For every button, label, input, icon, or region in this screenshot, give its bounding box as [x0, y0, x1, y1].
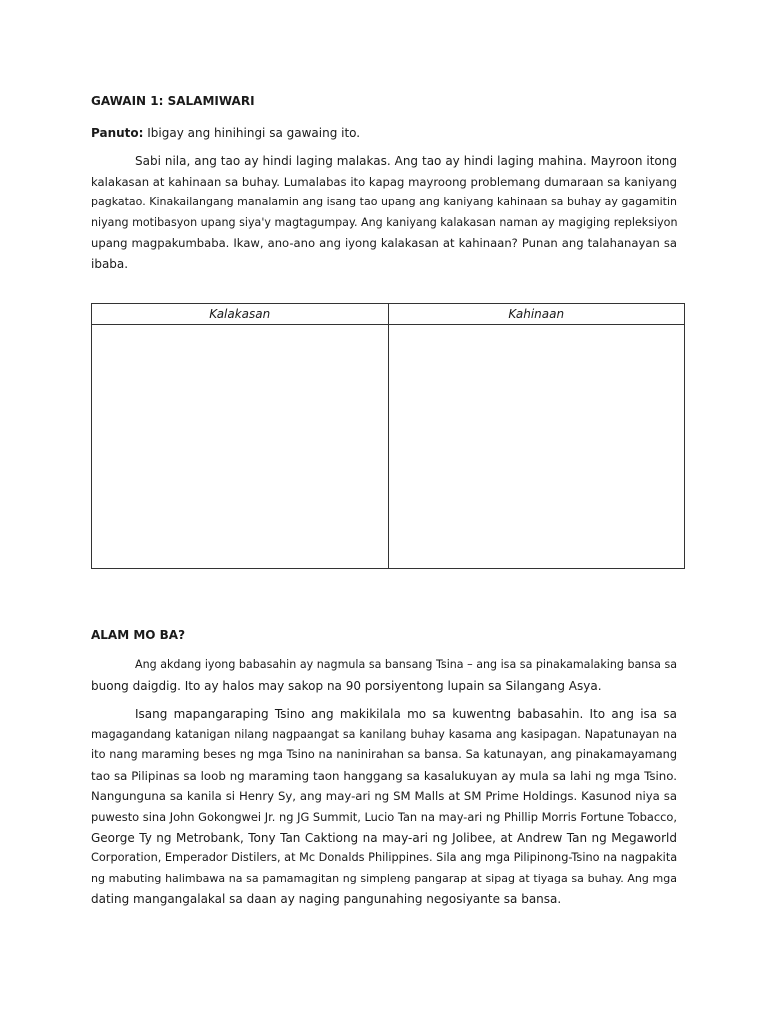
section2-p2-line-8: Corporation, Emperador Distilers, at Mc Donalds Philippines. Sila ang mga Pilipinong-Tsino na nagpakita: [91, 851, 678, 865]
table-cell-kahinaan[interactable]: [388, 325, 685, 569]
section2-p2-line-6: puwesto sina John Gokongwei Jr. ng JG Summit, Lucio Tan na may-ari ng Phillip Morris Fortune Tobacco,: [91, 809, 677, 824]
section2-p2-line-4: tao sa Pilipinas sa loob ng maraming taon hanggang sa kasalukuyan ay mula sa lahi ng mga Tsino.: [91, 768, 677, 783]
section1-line-6: ibaba.: [91, 256, 129, 271]
section1-line-4: niyang motibasyon upang siya'y magtagumpay. Ang kaniyang kalakasan naman ay magiging repleksiyon: [91, 215, 678, 229]
table-header-kahinaan: Kahinaan: [388, 304, 685, 325]
section2-p2-line-2: magagandang katanigan nilang nagpaangat sa kanilang buhay kasama ang kasipagan. Napatunayan na: [91, 727, 677, 741]
section2-p2-line-1: Isang mapangaraping Tsino ang makikilala mo sa kuwentng babasahin. Ito ang isa sa: [135, 707, 677, 721]
table-cell-kalakasan[interactable]: [92, 325, 389, 569]
section2-p2-line-9: ng mabuting halimbawa na sa pamamagitan ng simpleng pangarap at sipag at tiyaga sa buhay. Ang mga: [91, 871, 677, 885]
section2-p1-line-1: Ang akdang iyong babasahin ay nagmula sa bansang Tsina – ang isa sa pinakamalaking bansa sa: [135, 658, 678, 671]
section2-paragraph-2: [91, 704, 677, 910]
panuto-line: [91, 123, 677, 144]
section2-title: ALAM MO BA?: [91, 628, 186, 642]
section1-line-1: Sabi nila, ang tao ay hindi laging malakas. Ang tao ay hindi laging mahina. Mayroon itong: [135, 154, 677, 168]
section2-paragraph-1: [91, 655, 677, 696]
section1-line-3: pagkatao. Kinakailangang manalamin ang isang tao upang ang kaniyang kahinaan sa buhay ay gagamitin: [91, 195, 677, 209]
strengths-weaknesses-table: [91, 303, 685, 569]
panuto-text: Ibigay ang hinihingi sa gawaing ito.: [143, 126, 361, 140]
section1-paragraph: [91, 151, 677, 275]
section1-line-2: kalakasan at kahinaan sa buhay. Lumalabas ito kapag mayroong problemang dumaraan sa kaniyang: [91, 174, 677, 189]
section2-p2-line-10: dating mangangalakal sa daan ay naging pangunahing negosiyante sa bansa.: [91, 892, 562, 907]
section2-p1-line-2: buong daigdig. Ito ay halos may sakop na 90 porsiyentong lupain sa Silangang Asya.: [91, 678, 602, 693]
section1-line-5: upang magpakumbaba. Ikaw, ano-ano ang iyong kalakasan at kahinaan? Punan ang talahanayan sa: [91, 236, 677, 251]
table-header-kalakasan: Kalakasan: [92, 304, 389, 325]
section2-p2-line-5: Nangunguna sa kanila si Henry Sy, ang may-ari ng SM Malls at SM Prime Holdings. Kasunod niya sa: [91, 789, 677, 804]
section2-p2-line-7: George Ty ng Metrobank, Tony Tan Caktiong na may-ari ng Jolibee, at Andrew Tan ng Megaworld: [91, 830, 677, 845]
section1-title: GAWAIN 1: SALAMIWARI: [91, 94, 255, 108]
section2-p2-line-3: ito nang maraming beses ng mga Tsino na naninirahan sa bansa. Sa katunayan, ang pinakamayamang: [91, 748, 677, 762]
panuto-label: Panuto:: [91, 126, 144, 140]
